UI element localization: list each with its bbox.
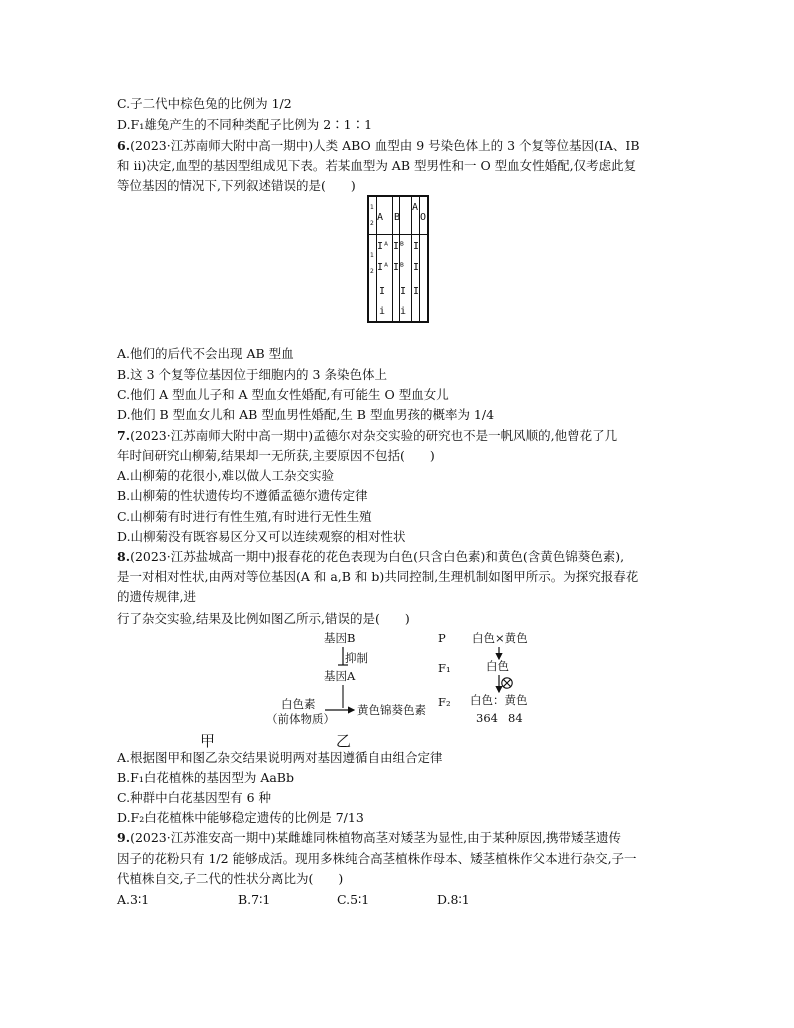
p-cross-label: 白色×黄色	[472, 631, 528, 645]
table-cell: i	[379, 306, 386, 317]
q9-options-row	[117, 892, 577, 908]
q6-number: 6.	[117, 138, 131, 153]
q8-stem-line2: 是一对相对性状,由两对等位基因(A 和 a,B 和 b)共同控制,生理机制如图甲所示。为探究报春花	[117, 569, 639, 584]
q6-option-d: D.他们 B 型血女儿和 AB 型血男性婚配,生 B 型血男孩的概率为 1/4	[117, 407, 495, 422]
f1-phenotype-label: 白色	[486, 659, 509, 673]
q8-option-a: A.根据图甲和图乙杂交结果说明两对基因遵循自由组合定律	[117, 750, 443, 765]
q8-stem-text1: (2023·江苏盐城高一期中)报春花的花色表现为白色(只含白色素)和黄色(含黄色锦葵色素),	[130, 549, 625, 564]
q7-option-a: A.山柳菊的花很小,难以做人工杂交实验	[117, 468, 334, 483]
q9-number: 9.	[117, 830, 131, 845]
table-cell: Iᴬ	[377, 241, 390, 252]
q5-option-d: D.F₁雄兔产生的不同种类配子比例为 2∶1∶1	[117, 117, 373, 132]
q8-stem-line3: 的遗传规律,进	[117, 589, 196, 604]
q7-number: 7.	[117, 428, 131, 443]
q7-stem-text1: (2023·江苏南师大附中高一期中)孟德尔对杂交实验的研究也不是一帆风顺的,他曾花了几	[130, 428, 618, 443]
table-cell: Iᴮ	[393, 241, 406, 252]
table-cell: I	[413, 241, 420, 252]
q9-option-b: B.7∶1	[238, 892, 271, 907]
q6-stem-line3: 等位基因的情况下,下列叙述错误的是( )	[117, 178, 356, 193]
table-cell: I	[413, 286, 420, 297]
table-cell: I	[413, 262, 420, 273]
q6-option-a: A.他们的后代不会出现 AB 型血	[117, 346, 294, 361]
q9-option-a: A.3∶1	[117, 892, 150, 907]
q8-number: 8.	[117, 549, 131, 564]
yellow-pigment-label: 黄色锦葵色素	[357, 703, 426, 717]
q9-option-d: D.8∶1	[437, 892, 470, 907]
table-side-mark: 1	[370, 252, 374, 259]
q6-option-b: B.这 3 个复等位基因位于细胞内的 3 条染色体上	[117, 367, 387, 382]
table-side-mark: 2	[370, 220, 374, 227]
figure-yi-label: 乙	[336, 732, 352, 750]
selfing-icon	[502, 678, 512, 688]
table-header: O	[420, 212, 427, 223]
f2-phenotype-label: 白色：黄色	[470, 693, 528, 707]
q7-option-d: D.山柳菊没有既容易区分又可以连续观察的相对性状	[117, 529, 406, 544]
table-header: A	[412, 202, 419, 213]
p-generation-label: P	[438, 631, 446, 645]
q8-option-d: D.F₂白花植株中能够稳定遗传的比例是 7/13	[117, 810, 364, 825]
gene-a-label: 基因A	[324, 669, 356, 683]
q6-stem-text1: (2023·江苏南师大附中高一期中)人类 ABO 血型由 9 号染色体上的 3 个复等位基因(IA、IB	[130, 138, 640, 153]
q7-stem-line2: 年时间研究山柳菊,结果却一无所获,主要原因不包括( )	[117, 448, 435, 463]
f1-generation-label: F₁	[438, 661, 451, 675]
q6-stem-line2: 和 ii)决定,血型的基因型组成见下表。若某血型为 AB 型男性和一 O 型血女性婚配,仅考虑此复	[117, 158, 637, 173]
white-pigment-label: 白色素	[281, 697, 316, 711]
q8-option-c: C.种群中白花基因型有 6 种	[117, 790, 271, 805]
q7-option-c: C.山柳菊有时进行有性生殖,有时进行无性生殖	[117, 509, 372, 524]
inhibit-label: 抑制	[345, 651, 368, 665]
table-cell: I	[379, 286, 386, 297]
q9-stem-line3: 代植株自交,子二代的性状分离比为( )	[117, 871, 344, 886]
q9-stem-line2: 因子的花粉只有 1/2 能够成活。现用多株纯合高茎植株作母本、矮茎植株作父本进行杂交,子一	[117, 851, 637, 866]
table-header: A	[377, 212, 384, 223]
q9-stem-line1	[117, 830, 621, 846]
yellow-count: 84	[508, 711, 523, 725]
white-count: 364	[476, 711, 498, 725]
table-cell: Iᴬ	[377, 262, 390, 273]
table-header: B	[394, 212, 401, 223]
q5-option-c: C.子二代中棕色兔的比例为 1/2	[117, 96, 292, 111]
table-cell: i	[400, 306, 407, 317]
table-side-mark: 1	[370, 204, 374, 211]
q7-option-b: B.山柳菊的性状遗传均不遵循孟德尔遗传定律	[117, 488, 368, 503]
precursor-label: （前体物质）	[266, 712, 335, 726]
q9-stem-text1: (2023·江苏淮安高一期中)某雌雄同株植物高茎对矮茎为显性,由于某种原因,携带矮茎遗传	[130, 830, 622, 845]
gene-b-label: 基因B	[324, 631, 356, 645]
table-cell: Iᴮ	[393, 262, 406, 273]
table-side-mark: 2	[370, 268, 374, 275]
table-cell: I	[400, 286, 407, 297]
q6-option-c: C.他们 A 型血儿子和 A 型血女性婚配,有可能生 O 型血女儿	[117, 387, 449, 402]
f2-generation-label: F₂	[438, 695, 451, 709]
q8-option-b: B.F₁白花植株的基因型为 AaBb	[117, 770, 294, 785]
figure-jia-label: 甲	[200, 732, 216, 750]
q8-stem-line4: 行了杂交实验,结果及比例如图乙所示,错误的是( )	[117, 611, 410, 626]
q9-option-c: C.5∶1	[337, 892, 370, 907]
